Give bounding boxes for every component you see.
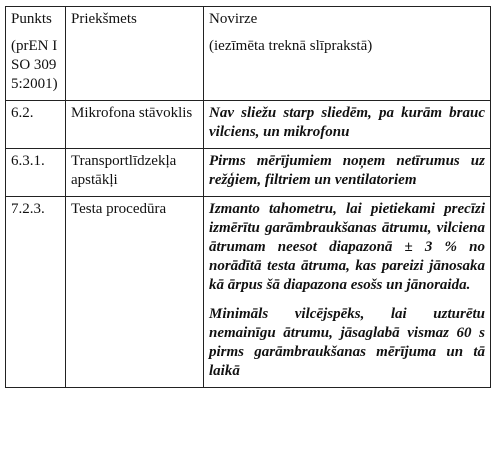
deviation-paragraph: Nav sliežu starp sliedēm, pa kurām brauc vilciens, un mikrofonu xyxy=(209,105,485,140)
deviation-paragraph: Izmanto tahometru, lai pietiekami precīzi izmērītu garāmbraukšanas ātrumu, vilciena ātrumam neesot diapazonā ± 3 % no norādītā testa ātruma, kas pareizi jānosaka kā ārpus šā diapazona esošs un jānoraida. xyxy=(209,201,485,293)
row-subject: Transportlīdzekļa apstākļi xyxy=(66,149,204,197)
row-deviation xyxy=(204,149,491,197)
header-subject-cell xyxy=(66,7,204,101)
header-point-standard: (prEN ISO 3095:2001) xyxy=(11,38,58,92)
row-point: 6.2. xyxy=(6,101,66,149)
table-row xyxy=(6,197,491,388)
row-deviation xyxy=(204,101,491,149)
header-deviation-cell xyxy=(204,7,491,101)
row-subject: Testa procedūra xyxy=(66,197,204,388)
header-point: Punkts xyxy=(11,11,52,27)
row-point: 7.2.3. xyxy=(6,197,66,388)
header-row xyxy=(6,7,491,101)
row-point: 6.3.1. xyxy=(6,149,66,197)
deviation-paragraph: Pirms mērījumiem noņem netīrumus uz režģiem, filtriem un ventilatoriem xyxy=(209,153,485,188)
header-deviation: Novirze xyxy=(209,11,258,27)
row-deviation xyxy=(204,197,491,388)
header-subject: Priekšmets xyxy=(71,11,137,27)
table-row xyxy=(6,149,491,197)
header-deviation-note: (iezīmēta treknā slīprakstā) xyxy=(209,38,373,54)
table-row xyxy=(6,101,491,149)
row-subject: Mikrofona stāvoklis xyxy=(66,101,204,149)
header-point-cell xyxy=(6,7,66,101)
deviation-paragraph: Minimāls vilcējspēks, lai uzturētu nemainīgu ātrumu, jāsaglabā vismaz 60 s pirms garāmbraukšanas mērījuma un tā laikā xyxy=(209,306,485,379)
deviations-table xyxy=(5,6,491,388)
